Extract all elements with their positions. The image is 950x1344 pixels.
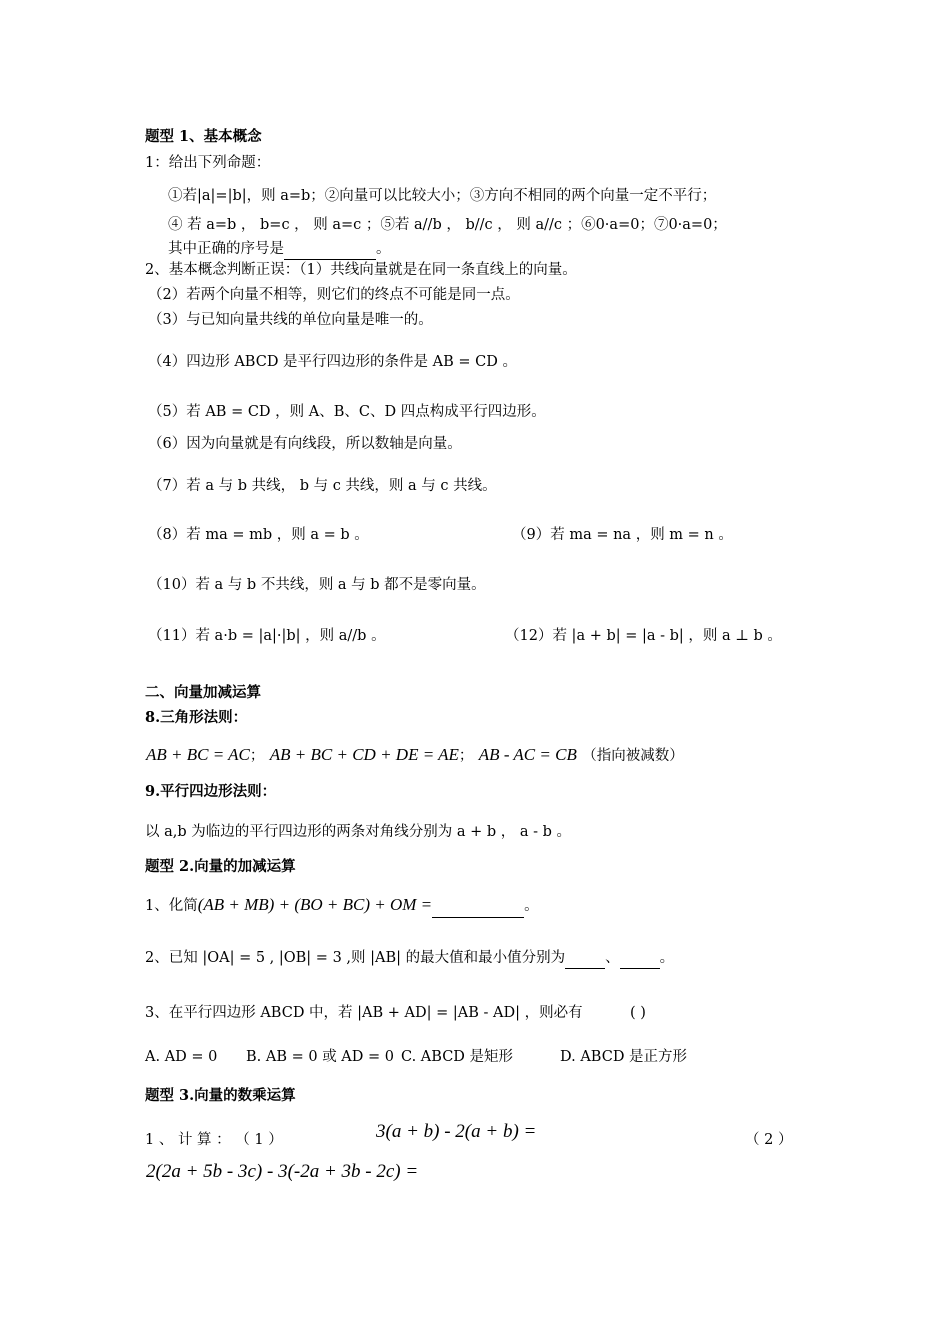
ex2-text: 2、已知 |OA| = 5 , |OB| = 3 ,则 |AB| 的最大值和最小值分别为 [145,950,566,966]
calc-formula-1-text: 3(a + b) - 2(a + b) = [376,1121,537,1142]
judgement-item-7: （7）若 a 与 b 共线， b 与 c 共线，则 a 与 c 共线。 [148,478,497,494]
rule8-formulas [146,743,684,768]
answer-blank-min[interactable] [620,948,660,969]
calc-part2-label: （ 2 ） [745,1132,793,1148]
rule8-note: （指向被减数） [582,748,684,764]
answer-blank[interactable] [284,239,376,260]
ex1-line [145,893,539,918]
rule9-text: 以 a,b 为临边的平行四边形的两条对角线分别为 a + b ， a - b 。 [145,824,572,840]
q1-line3-prefix: 其中正确的序号是 [168,241,284,257]
rule8-formula-3: AB - AC = CB [478,745,577,764]
judgement-item-2: （2）若两个向量不相等，则它们的终点不可能是同一点。 [148,287,520,303]
judgement-item-3: （3）与已知向量共线的单位向量是唯一的。 [148,312,433,328]
q1-line2: ④ 若 a=b ， b=c ， 则 a=c ；⑤若 a//b ， b//c ， 则 a//c ；⑥0·a=0；⑦0·a=0； [168,217,727,233]
calc-label: 1 、 计 算 ： （ 1 ） [145,1132,283,1148]
judgement-item-9: （9）若 ma = na ，则 m = n 。 [512,527,733,543]
q2-intro: 2、基本概念判断正误：（1）共线向量就是在同一条直线上的向量。 [145,262,577,278]
rule8-formula-1: AB + BC = AC [146,745,250,764]
q1-intro: 1：给出下列命题： [145,155,271,171]
ex2-separator: 、 [605,950,620,966]
ex1-suffix: 。 [524,898,539,914]
q1-line3-suffix: 。 [376,241,391,257]
rule8-formula-2: AB + BC + CD + DE = AE [269,745,459,764]
answer-blank[interactable] [432,893,524,918]
judgement-item-11: （11）若 a·b = |a|·|b| ，则 a//b 。 [148,628,386,644]
ex3-text: 3、在平行四边形 ABCD 中，若 |AB + AD| = |AB - AD| ，则必有 [145,1005,583,1021]
judgement-item-4: （4）四边形 ABCD 是平行四边形的条件是 AB = CD 。 [148,354,517,370]
judgement-item-8: （8）若 ma = mb ，则 a = b 。 [148,527,369,543]
ex3-answer-paren: ( ) [630,1005,646,1021]
q1-line3 [168,239,391,260]
q1-line1: ①若|a|=|b|，则 a=b；②向量可以比较大小；③方向不相同的两个向量一定不平行； [168,188,717,204]
rule8-title: 8.三角形法则： [145,709,248,726]
calc-formula-2 [146,1160,418,1184]
ex1-prefix: 1、化简 [145,898,198,914]
judgement-item-5: （5）若 AB = CD ，则 A、B、C、D 四点构成平行四边形。 [148,404,546,420]
judgement-item-10: （10）若 a 与 b 不共线，则 a 与 b 都不是零向量。 [148,577,486,593]
section-title-basic-concepts: 题型 1、基本概念 [145,128,262,145]
rule8-separator-1: ； [249,748,265,764]
section-title-add-sub-exercises: 题型 2.向量的加减运算 [145,858,296,875]
section-title-scalar-multiplication: 题型 3.向量的数乘运算 [145,1087,296,1104]
ex2-line [145,948,674,969]
calc-formula-2-text: 2(2a + 5b - 3c) - 3(-2a + 3b - 2c) = [146,1161,419,1182]
ex2-suffix: 。 [659,950,675,966]
option-c: C. ABCD 是矩形 [401,1049,514,1065]
judgement-item-12: （12）若 |a + b| = |a - b| ，则 a ⊥ b 。 [505,628,782,644]
rule9-title: 9.平行四边形法则： [145,783,277,800]
option-b: B. AB = 0 或 AD = 0 [246,1049,395,1065]
section-title-vector-add-sub: 二、向量加减运算 [145,684,261,701]
ex1-formula: (AB + MB) + (BO + BC) + OM = [197,895,433,914]
judgement-item-6: （6）因为向量就是有向线段，所以数轴是向量。 [148,436,462,452]
option-a: A. AD = 0 [145,1049,218,1065]
answer-blank-max[interactable] [565,948,605,969]
option-d: D. ABCD 是正方形 [560,1049,688,1065]
rule8-separator-2: ； [458,748,474,764]
calc-formula-1 [376,1120,536,1144]
